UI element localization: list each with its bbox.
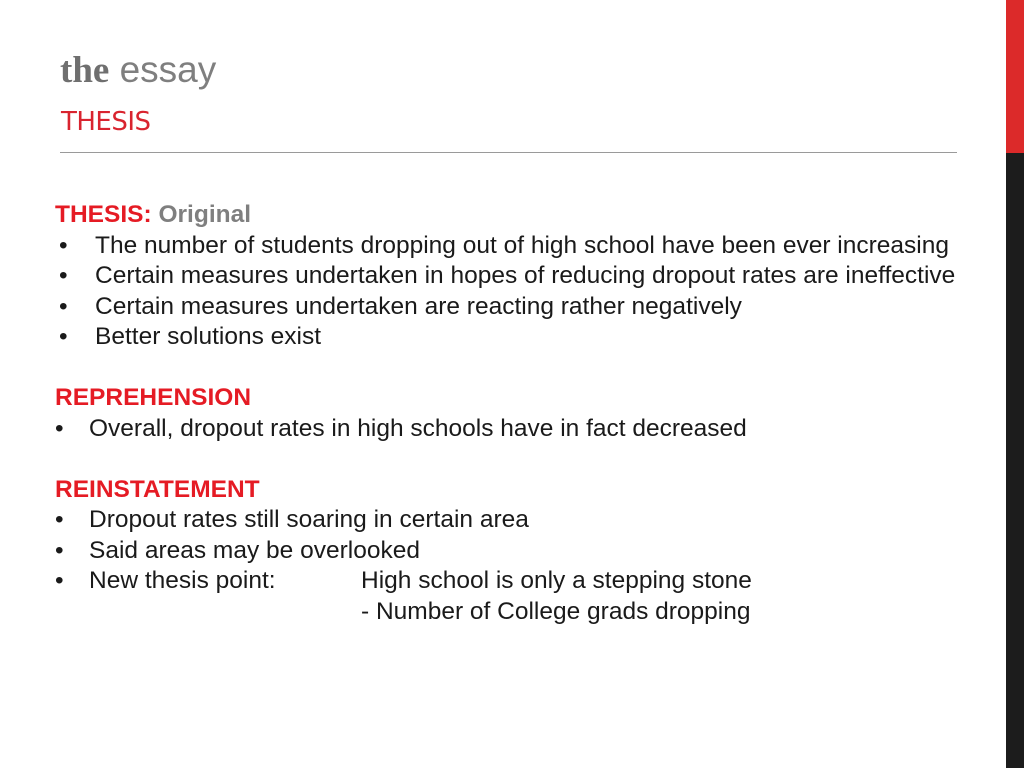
list-item: • Dropout rates still soaring in certain area xyxy=(55,505,985,536)
section-spacer xyxy=(55,444,985,475)
slide-body xyxy=(55,200,985,627)
thesis-list xyxy=(55,231,985,353)
reprehension-heading: REPREHENSION xyxy=(55,384,252,411)
reinstatement-list xyxy=(55,505,985,597)
list-item: • The number of students dropping out of high school have been ever increasing xyxy=(55,231,985,262)
new-thesis-point-item xyxy=(55,566,985,597)
section-spacer xyxy=(55,353,985,384)
new-thesis-point-text: High school is only a stepping stone xyxy=(361,567,752,594)
thesis-label: THESIS: xyxy=(55,201,152,228)
list-item: • Said areas may be overlooked xyxy=(55,536,985,567)
slide-title xyxy=(60,46,216,95)
slide-subtitle: THESIS xyxy=(61,107,151,137)
new-thesis-point-continuation: - Number of College grads dropping xyxy=(361,597,751,625)
title-divider xyxy=(60,152,957,153)
new-thesis-point-label: New thesis point: xyxy=(89,567,276,594)
list-item: • Certain measures undertaken are reacting rather negatively xyxy=(55,292,985,323)
thesis-sublabel: Original xyxy=(158,201,252,228)
list-item: • Better solutions exist xyxy=(55,322,985,353)
slide-title-rest: essay xyxy=(119,49,217,90)
reprehension-list xyxy=(55,414,985,445)
reinstatement-heading: REINSTATEMENT xyxy=(55,475,260,503)
list-item: • Certain measures undertaken in hopes of reducing dropout rates are ineffective xyxy=(55,261,985,292)
slide-title-bold: the xyxy=(60,50,110,91)
thesis-heading xyxy=(55,200,985,231)
right-accent-bar-red xyxy=(1006,0,1024,153)
list-item: • Overall, dropout rates in high schools have in fact decreased xyxy=(55,414,985,445)
right-accent-bar-dark xyxy=(1006,153,1024,768)
